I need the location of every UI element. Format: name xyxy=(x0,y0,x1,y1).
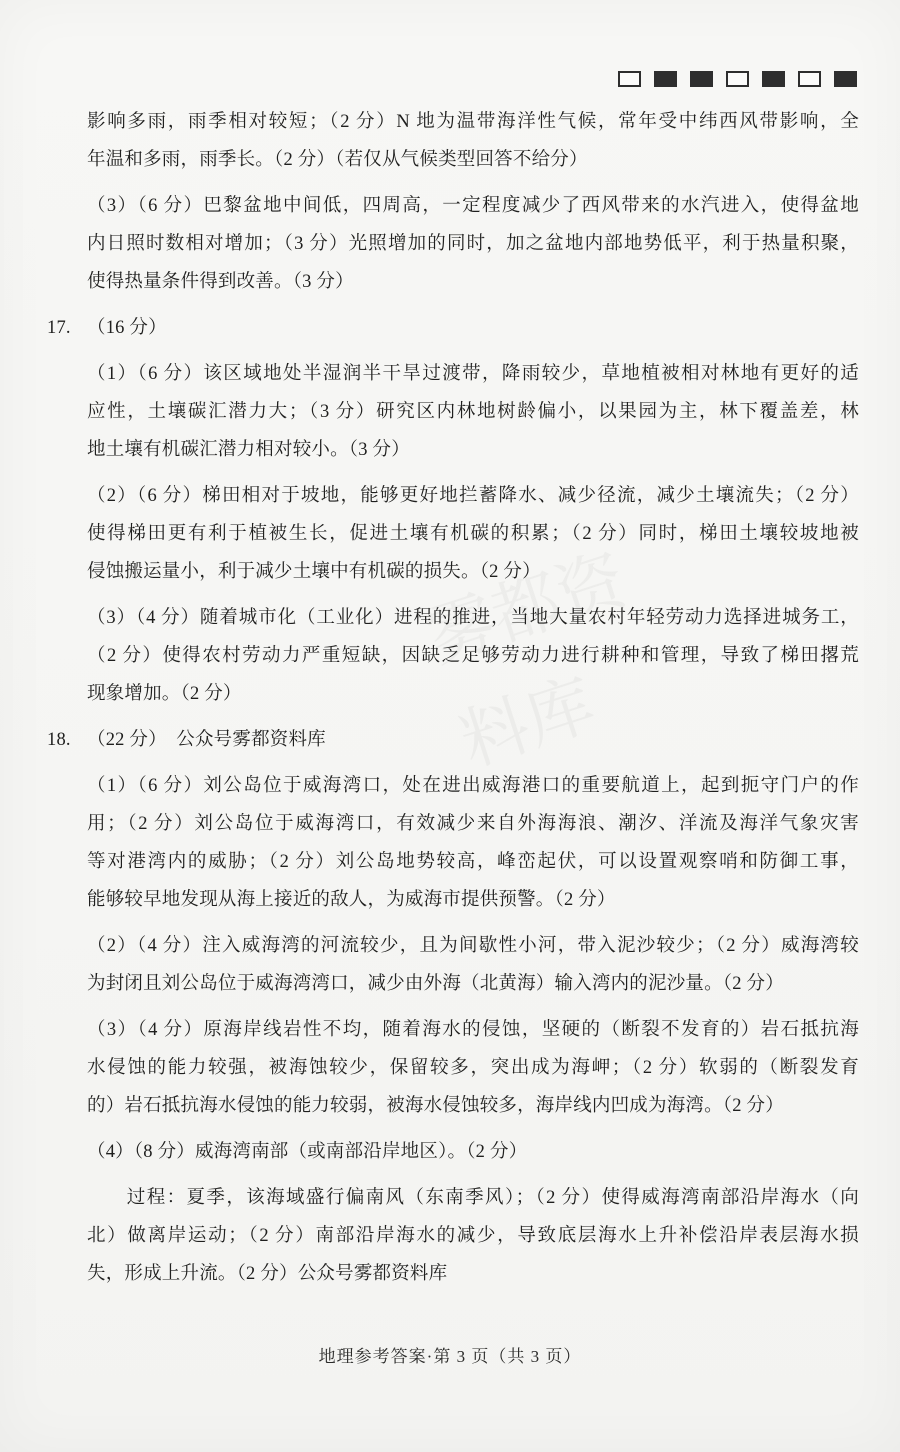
answer-paragraph xyxy=(87,355,859,469)
answer-content xyxy=(47,103,859,1293)
answer-paragraph xyxy=(87,1133,859,1171)
text-line: 侵蚀搬运量小，利于减少土壤中有机碳的损失。（2 分） xyxy=(87,562,541,582)
filled-mark-icon xyxy=(762,71,785,87)
answer-item-heading xyxy=(47,721,859,759)
text-line: 为封闭且刘公岛位于威海湾湾口，减少由外海（北黄海）输入湾内的泥沙量。（2 分） xyxy=(87,974,784,994)
text-line: 17. （16 分） xyxy=(47,309,859,347)
answer-paragraph xyxy=(87,927,859,1003)
page-footer-text: 地理参考答案·第 3 页（共 3 页） xyxy=(318,1347,582,1366)
text-line: 内日照时数相对增加；（3 分）光照增加的同时，加之盆地内部地势低平，利于热量积聚， xyxy=(87,234,859,254)
text-line: 用；（2 分）刘公岛位于威海湾口，有效减少来自外海海浪、潮汐、洋流及海洋气象灾害 xyxy=(87,814,859,834)
answer-paragraph xyxy=(87,1011,859,1125)
text-line: （3）（4 分）随着城市化（工业化）进程的推进，当地大量农村年轻劳动力选择进城务工， xyxy=(87,608,859,628)
text-line: 能够较早地发现从海上接近的敌人，为威海市提供预警。（2 分） xyxy=(87,890,616,910)
answer-paragraph xyxy=(87,477,859,591)
outline-mark-icon xyxy=(618,71,641,87)
text-line: （2）（6 分）梯田相对于坡地，能够更好地拦蓄降水、减少径流，减少土壤流失；（2 分） xyxy=(87,486,859,506)
page-footer xyxy=(0,1342,900,1367)
text-line: （3）（4 分）原海岸线岩性不均，随着海水的侵蚀，坚硬的（断裂不发育的）岩石抵抗海 xyxy=(87,1020,859,1040)
filled-mark-icon xyxy=(690,71,713,87)
text-line: （2）（4 分）注入威海湾的河流较少，且为间歇性小河，带入泥沙较少；（2 分）威海湾较 xyxy=(87,936,859,956)
text-line: （2 分）使得农村劳动力严重短缺，因缺乏足够劳动力进行耕种和管理，导致了梯田撂荒 xyxy=(87,646,859,666)
text-line: 的）岩石抵抗海水侵蚀的能力较弱，被海水侵蚀较多，海岸线内凹成为海湾。（2 分） xyxy=(87,1096,784,1116)
text-line: （1）（6 分）刘公岛位于威海湾口，处在进出威海港口的重要航道上，起到扼守门户的作 xyxy=(87,776,859,796)
outline-mark-icon xyxy=(798,71,821,87)
text-line: （4）（8 分）威海湾南部（或南部沿岸地区）。（2 分） xyxy=(87,1142,528,1162)
text-line: 水侵蚀的能力较强，被海蚀较少，保留较多，突出成为海岬；（2 分）软弱的（断裂发育 xyxy=(87,1058,859,1078)
text-line: 年温和多雨，雨季长。（2 分）（若仅从气候类型回答不给分） xyxy=(87,150,588,170)
text-line: 应性，土壤碳汇潜力大；（3 分）研究区内林地树龄偏小，以果园为主，林下覆盖差，林 xyxy=(87,402,859,422)
text-line: 现象增加。（2 分） xyxy=(87,684,242,704)
answer-paragraph xyxy=(87,187,859,301)
item-number: 17. xyxy=(47,318,71,338)
answer-paragraph xyxy=(87,767,859,919)
answer-paragraph xyxy=(87,599,859,713)
text-line: 等对港湾内的威胁；（2 分）刘公岛地势较高，峰峦起伏，可以设置观察哨和防御工事， xyxy=(87,852,859,872)
text-line: 使得梯田更有利于植被生长，促进土壤有机碳的积累；（2 分）同时，梯田土壤较坡地被 xyxy=(87,524,859,544)
answer-paragraph xyxy=(87,1179,859,1293)
outline-mark-icon xyxy=(726,71,749,87)
filled-mark-icon xyxy=(834,71,857,87)
text-line: 18. （22 分） 公众号雾都资料库 xyxy=(47,721,859,759)
answer-item-heading xyxy=(47,309,859,347)
text-line: 失，形成上升流。（2 分）公众号雾都资料库 xyxy=(87,1264,448,1284)
alignment-marks xyxy=(605,71,857,87)
item-number: 18. xyxy=(47,730,71,750)
text-line: 北）做离岸运动；（2 分）南部沿岸海水的减少，导致底层海水上升补偿沿岸表层海水损 xyxy=(87,1226,859,1246)
text-line: 地土壤有机碳汇潜力相对较小。（3 分） xyxy=(87,440,410,460)
text-line: （3）（6 分）巴黎盆地中间低，四周高，一定程度减少了西风带来的水汽进入，使得盆地 xyxy=(87,196,859,216)
text-line: 使得热量条件得到改善。（3 分） xyxy=(87,272,354,292)
text-line: （1）（6 分）该区域地处半湿润半干旱过渡带，降雨较少，草地植被相对林地有更好的适 xyxy=(87,364,859,384)
text-line: 影响多雨，雨季相对较短；（2 分）N 地为温带海洋性气候，常年受中纬西风带影响，全 xyxy=(87,112,859,132)
answer-paragraph xyxy=(87,103,859,179)
filled-mark-icon xyxy=(654,71,677,87)
text-line: 过程：夏季，该海域盛行偏南风（东南季风）；（2 分）使得威海湾南部沿岸海水（向 xyxy=(87,1188,859,1208)
